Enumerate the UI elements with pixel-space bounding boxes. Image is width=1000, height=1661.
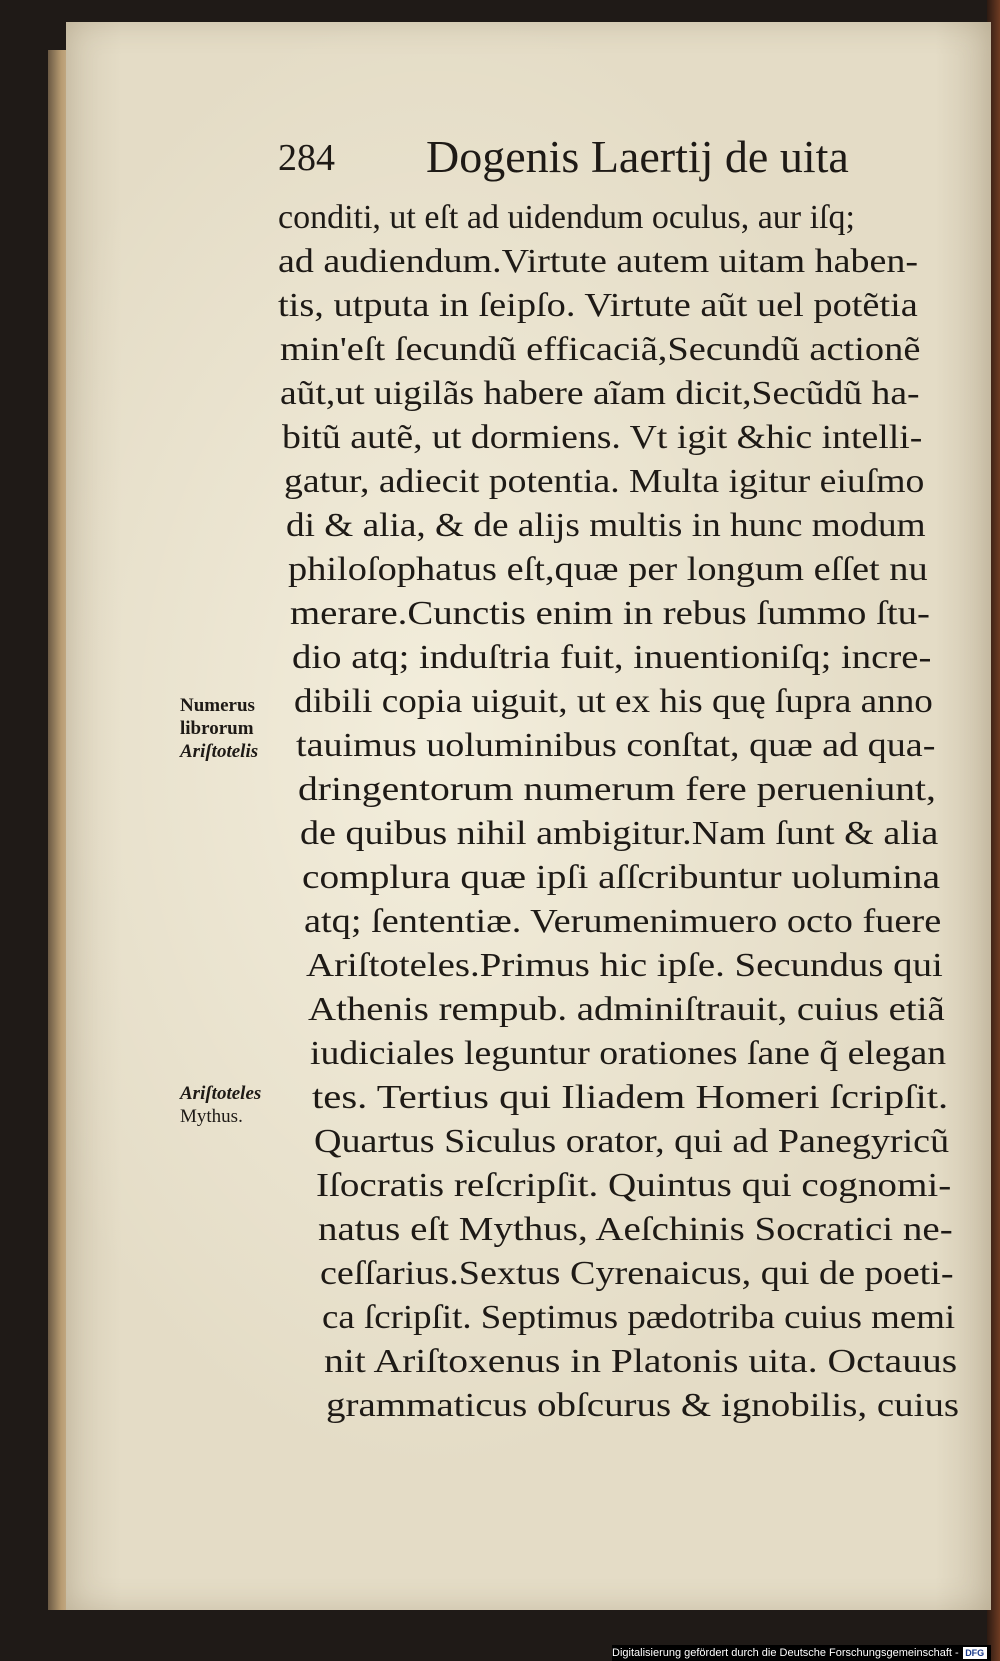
text-line: tauimus uoluminibus conſtat, quæ ad qua- xyxy=(296,727,936,764)
text-line: dibili copia uiguit, ut ex his quę ſupra anno xyxy=(294,683,933,720)
text-line: ceſſarius.Sextus Cyrenaicus, qui de poeti- xyxy=(320,1255,954,1292)
text-line: Ariſtoteles.Primus hic ipſe. Secundus qui xyxy=(306,947,943,984)
margin-note-books xyxy=(180,694,258,763)
page-number: 284 xyxy=(278,137,335,179)
text-line: ca ſcripſit. Septimus pædotriba cuius memi xyxy=(322,1299,956,1336)
body-text xyxy=(278,196,990,1424)
text-line: aũt,ut uigilãs habere aĩam dicit,Secũdũ ha- xyxy=(280,375,920,412)
text-line: ad audiendum.Virtute autem uitam haben- xyxy=(278,243,918,280)
credit-text: Digitalisierung gefördert durch die Deutsche Forschungsgemeinschaft - xyxy=(612,1647,959,1659)
text-line: de quibus nihil ambigitur.Nam ſunt & alia xyxy=(300,815,939,852)
text-line: Athenis rempub. adminiſtrauit, cuius etiã xyxy=(308,991,945,1028)
text-line: grammaticus obſcurus & ignobilis, cuius xyxy=(326,1387,960,1424)
text-line: natus eſt Mythus, Aeſchinis Socratici ne- xyxy=(318,1211,953,1248)
text-line: bitũ autẽ, ut dormiens. Vt igit &hic intelli- xyxy=(282,419,923,456)
digitization-credit xyxy=(612,1645,991,1661)
text-line: tis, utputa in ſeipſo. Virtute aũt uel potẽtia xyxy=(278,287,918,324)
text-line: dringentorum numerum fere perueniunt, xyxy=(298,771,936,808)
text-line: di & alia, & de alijs multis in hunc modum xyxy=(286,507,926,544)
margin-note-line: librorum xyxy=(180,718,254,739)
text-line: iudiciales leguntur orationes ſane q̃ elegan xyxy=(310,1035,947,1072)
running-head-title: Dogenis Laertij de uita xyxy=(426,131,849,182)
text-line: gatur, adiecit potentia. Multa igitur eiuſmo xyxy=(284,463,925,500)
margin-note-line: Ariſtotelis xyxy=(180,741,259,762)
text-line: merare.Cunctis enim in rebus ſummo ſtu- xyxy=(290,595,930,632)
margin-note-line: Numerus xyxy=(180,695,255,716)
text-line: Iſocratis reſcripſit. Quintus qui cognomi- xyxy=(316,1167,952,1204)
text-line: complura quæ ipſi aſſcribuntur uolumina xyxy=(302,859,941,896)
text-line: philoſophatus eſt,quæ per longum eſſet nu xyxy=(288,551,928,588)
text-line: Quartus Siculus orator, qui ad Panegyricũ xyxy=(314,1123,950,1160)
text-line: min'eſt ſecundũ efficaciã,Secundũ actionẽ xyxy=(280,331,921,368)
text-line: nit Ariſtoxenus in Platonis uita. Octauus xyxy=(324,1343,958,1380)
text-line: conditi, ut eſt ad uidendum oculus, aur iſq; xyxy=(278,199,855,236)
margin-note-line: Mythus. xyxy=(180,1106,243,1127)
dfg-logo-icon: DFG xyxy=(963,1647,987,1659)
margin-note-line: Ariſtoteles xyxy=(180,1083,262,1104)
text-line: tes. Tertius qui Iliadem Homeri ſcripſit. xyxy=(312,1079,949,1116)
text-line: dio atq; induſtria fuit, inuentioniſq; incre- xyxy=(292,639,932,676)
text-line: atq; ſententiæ. Verumenimuero octo fuere xyxy=(304,903,942,940)
running-head xyxy=(278,130,908,190)
margin-note-mythus xyxy=(180,1082,261,1128)
